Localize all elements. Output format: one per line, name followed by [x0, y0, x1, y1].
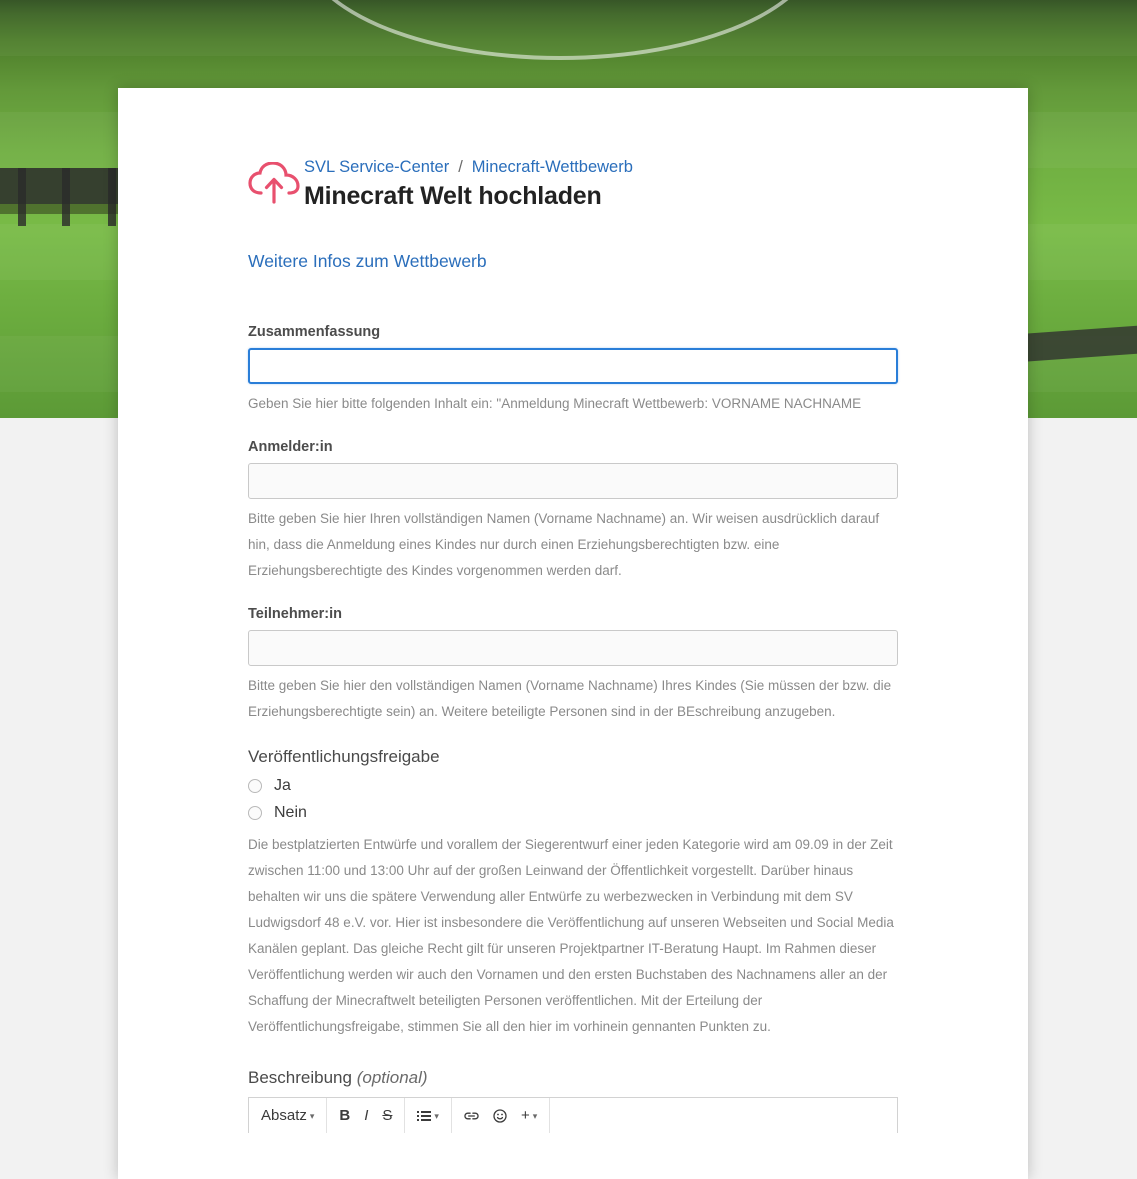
list-icon	[417, 1110, 431, 1122]
link-button[interactable]	[464, 1110, 479, 1122]
summary-help-text: Geben Sie hier bitte folgenden Inhalt ein: "Anmeldung Minecraft Wettbewerb: VORNAME NACHNAME	[248, 396, 862, 411]
chevron-down-icon: ▾	[532, 1111, 538, 1121]
cloud-upload-icon	[248, 162, 304, 209]
summary-label: Zusammenfassung	[248, 324, 381, 340]
link-icon	[464, 1110, 479, 1122]
page-header	[248, 88, 898, 211]
strikethrough-button[interactable]: S	[382, 1107, 393, 1124]
registrant-input[interactable]	[248, 463, 898, 499]
summary-input[interactable]	[248, 348, 898, 384]
radio-icon-ja[interactable]	[248, 779, 262, 793]
description-optional-text: (optional)	[356, 1068, 428, 1087]
emoji-icon	[493, 1109, 507, 1123]
publication-release-disclaimer: Die bestplatzierten Entwürfe und vorallem der Siegerentwurf einer jeden Kategorie wird am 09.09 in der Zeit zwischen 11:00 und 13:00 Uhr auf der großen Leinwand der Öffentlichkeit vorgestellt. Darüber hinaus behalten wir uns die spätere Verwendung aller Entwürfe zu werbezwecken in Verbindung mit dem SV Ludwigsdorf 48 e.V. vor. Hier ist insbesondere die Veröffentlichung auf unseren Webseiten und Social Media Kanälen geplant. Das gleiche Recht gilt für unseren Projektpartner IT-Beratung Haupt. Im Rahmen dieser Veröffentlichung werden wir auch den Vornamen und den ersten Buchstaben des Nachnamens aller an der Schaffung der Minecraftwelt beteiligten Personen veröffentlichen. Mit der Erteilung der Veröffentlichungsfreigabe, stimmen Sie all den hier im vorhinein gennanten Punkten zu.	[248, 837, 894, 1034]
fence-post	[62, 168, 70, 226]
field-group-summary	[248, 324, 898, 417]
participant-input[interactable]	[248, 630, 898, 666]
participant-help-text: Bitte geben Sie hier den vollständigen Namen (Vorname Nachname) Ihres Kindes (Sie müssen der bzw. die Erziehungsberechtigte sein) an. Weitere beteiligte Personen sind in der BEschreibung anzugeben.	[248, 678, 892, 719]
toolbar-group-paragraph	[249, 1098, 327, 1133]
description-rich-text-toolbar	[248, 1097, 898, 1133]
radio-label-ja: Ja	[274, 777, 291, 794]
fence-post	[18, 168, 26, 226]
toolbar-group-insert	[452, 1098, 550, 1133]
field-group-description	[248, 1068, 898, 1133]
registrant-help-text: Bitte geben Sie hier Ihren vollständigen Namen (Vorname Nachname) an. Wir weisen ausdrücklich darauf hin, dass die Anmeldung eines Kindes nur durch einen Erziehungsberechtigten bzw. eine Erziehungsberechtigte des Kindes vorgenommen werden darf.	[248, 511, 880, 578]
radio-icon-nein[interactable]	[248, 806, 262, 820]
page-title: Minecraft Welt hochladen	[304, 182, 602, 210]
field-group-publication-release	[248, 747, 898, 1040]
radio-label-nein: Nein	[274, 804, 307, 821]
breadcrumb	[304, 156, 898, 178]
paragraph-style-dropdown[interactable]	[261, 1108, 314, 1123]
toolbar-group-list	[405, 1098, 452, 1133]
contest-info-link[interactable]: Weitere Infos zum Wettbewerb	[248, 251, 487, 271]
breadcrumb-item-service-center[interactable]: SVL Service-Center	[304, 158, 450, 176]
insert-more-button[interactable]	[521, 1108, 537, 1123]
breadcrumb-item-minecraft-wettbewerb[interactable]: Minecraft-Wettbewerb	[471, 158, 633, 176]
publication-release-label: Veröffentlichungsfreigabe	[248, 747, 440, 766]
paragraph-style-label: Absatz	[261, 1107, 307, 1124]
upload-form-card	[118, 88, 1028, 1179]
description-label	[248, 1068, 898, 1088]
breadcrumb-separator: /	[458, 158, 463, 176]
registrant-label: Anmelder:in	[248, 439, 333, 455]
description-label-text: Beschreibung	[248, 1068, 352, 1087]
chevron-down-icon: ▾	[309, 1111, 315, 1121]
field-group-participant	[248, 606, 898, 725]
list-button[interactable]	[417, 1110, 439, 1122]
plus-icon: +	[520, 1107, 530, 1124]
chevron-down-icon: ▾	[434, 1111, 439, 1121]
upload-form	[248, 324, 898, 1133]
radio-option-nein[interactable]	[248, 804, 898, 822]
emoji-button[interactable]	[493, 1109, 507, 1123]
mow-stripe	[0, 0, 1137, 56]
radio-option-ja[interactable]	[248, 777, 898, 795]
fence-post	[108, 168, 116, 226]
italic-button[interactable]: I	[364, 1107, 369, 1124]
bold-button[interactable]: B	[339, 1107, 351, 1124]
toolbar-group-text-format	[327, 1098, 405, 1133]
field-group-registrant	[248, 439, 898, 584]
participant-label: Teilnehmer:in	[248, 606, 342, 622]
